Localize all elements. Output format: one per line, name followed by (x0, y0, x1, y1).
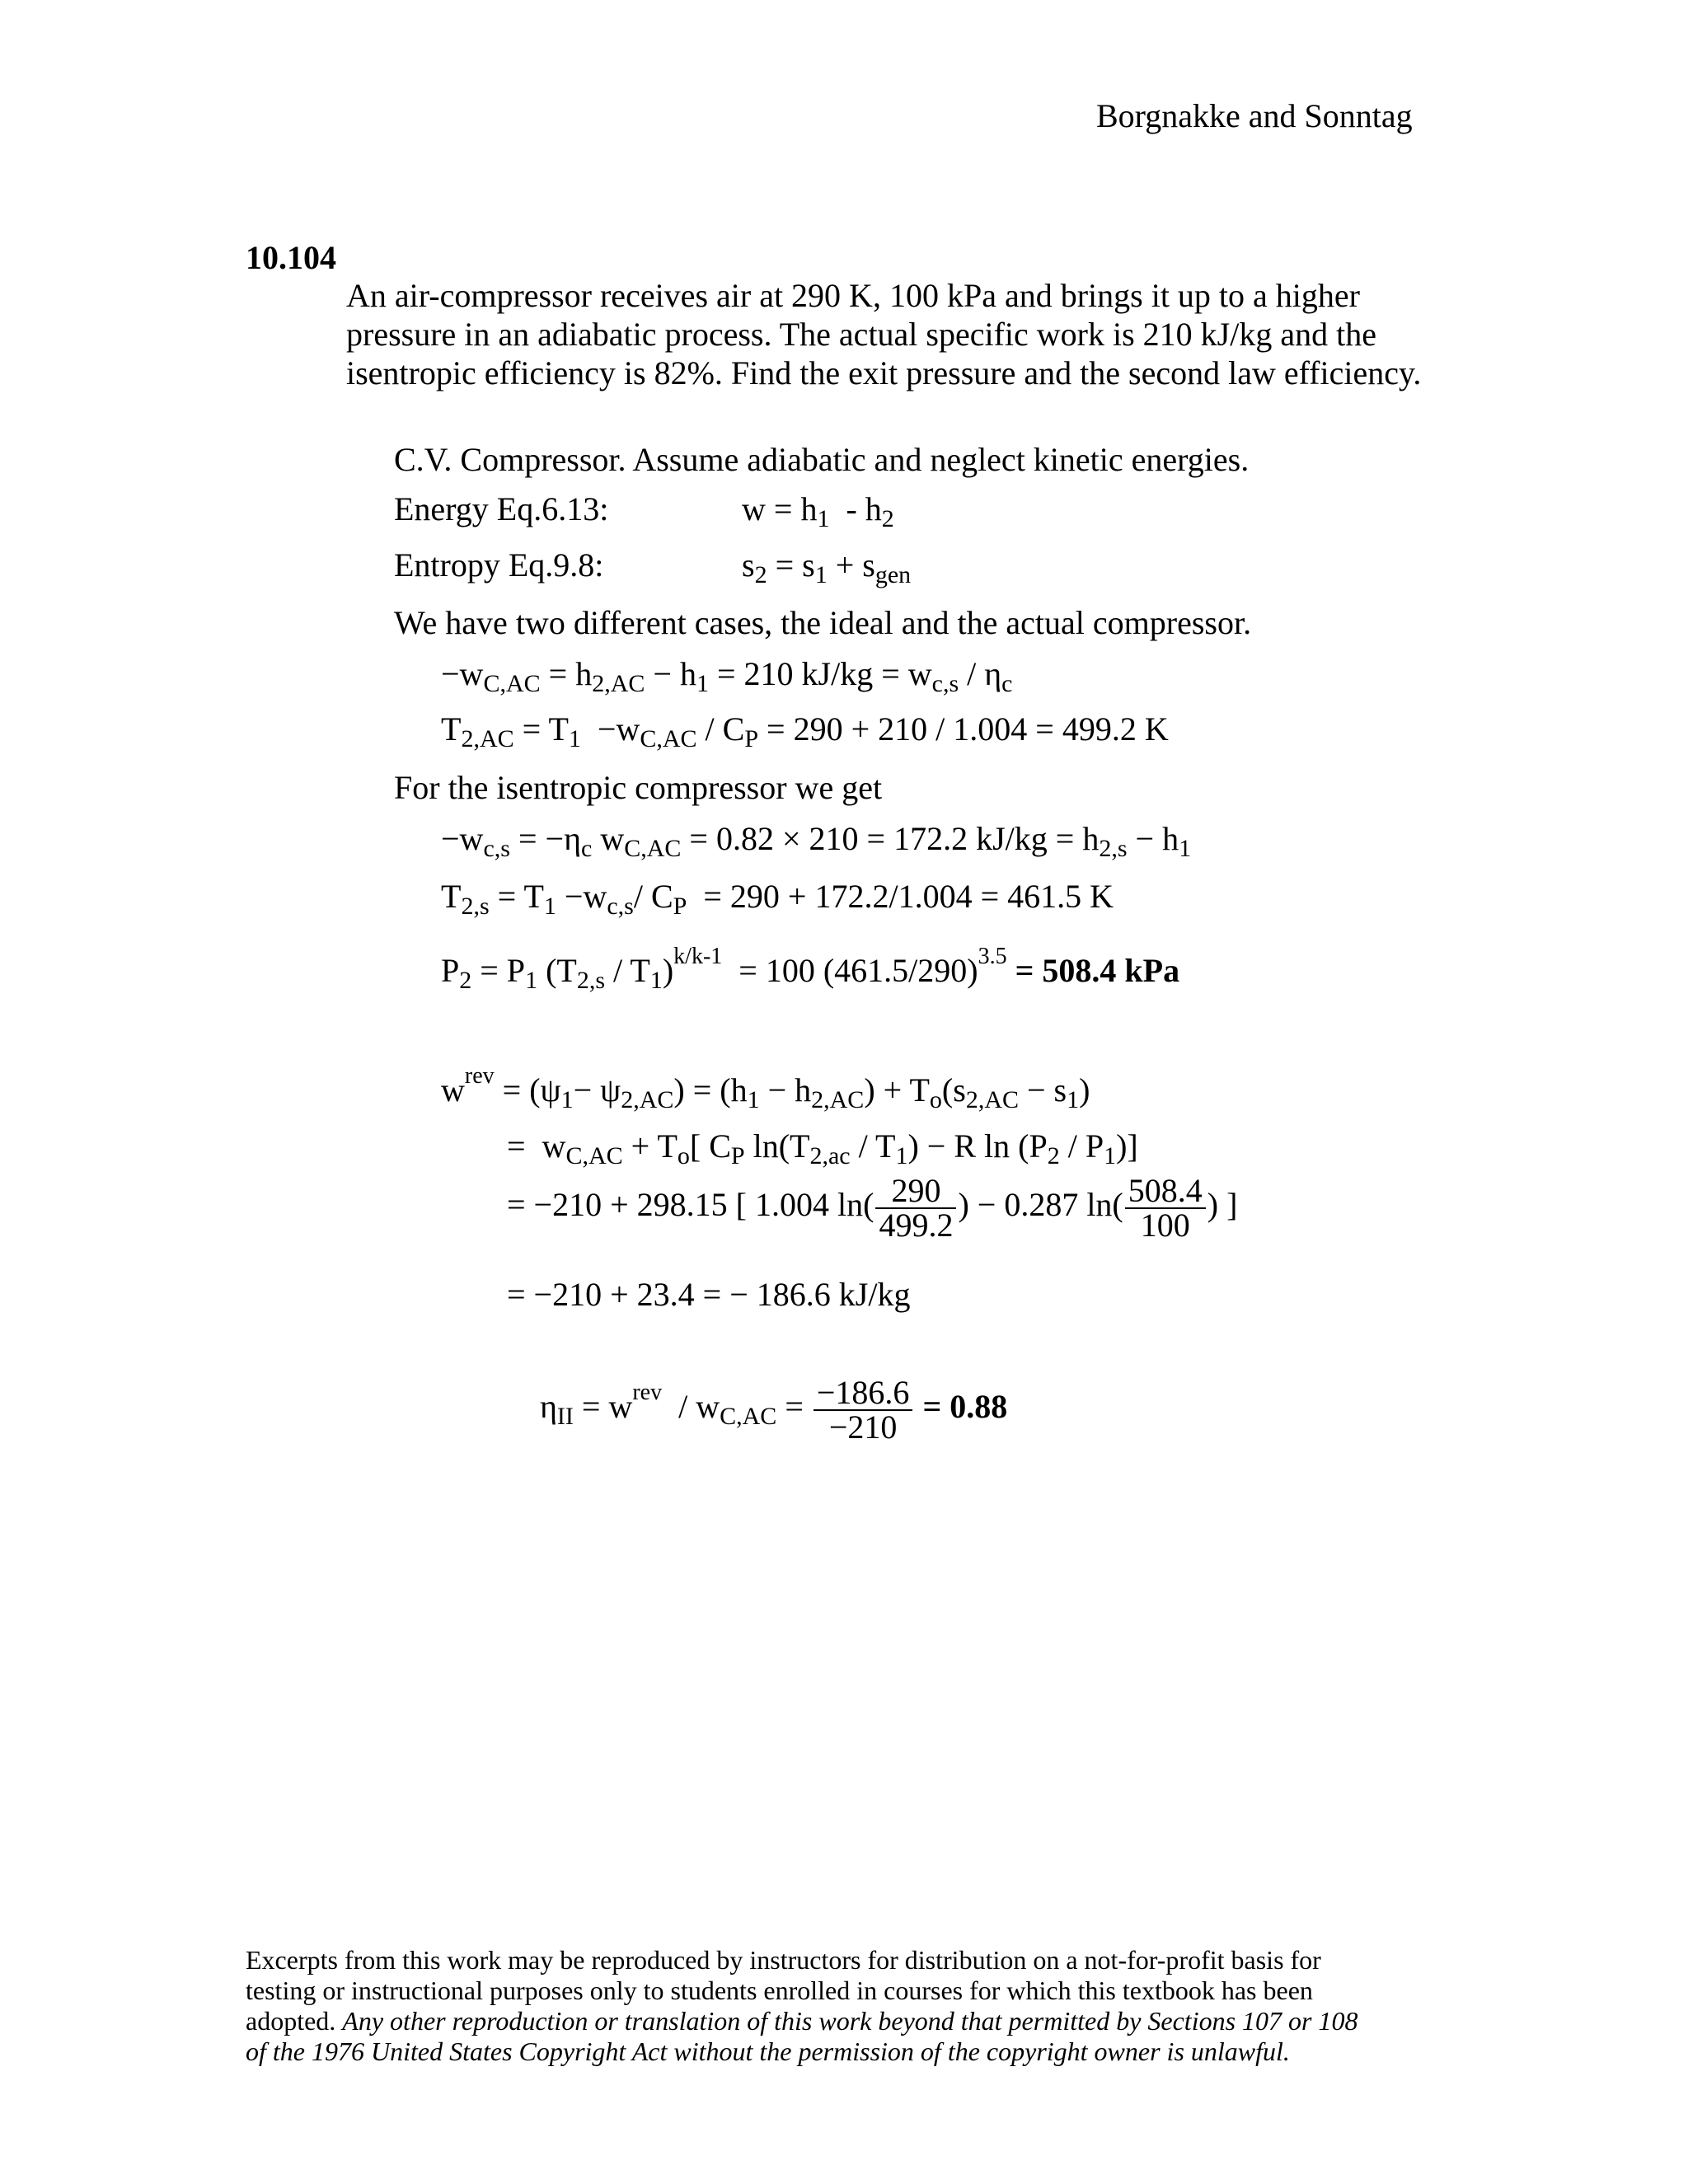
isentropic-temperature-eq: $T_{2,s} = T_1 -w_{c,s}/$ $C_P = 290 + 172.2/1.004 = 461.5$ K (441, 878, 1114, 920)
footer-line-2: testing or instructional purposes only to students enrolled in courses for which this textbook has been (246, 1975, 1313, 2005)
footer-line-4 (246, 2036, 1449, 2067)
fraction-290-over-499-2: $\frac{290}{499.2}$ (875, 1174, 956, 1242)
fraction-508-4-over-100: $\frac{508.4}{100}$ (1125, 1174, 1206, 1242)
problem-statement (346, 276, 1484, 392)
exit-pressure-result: = 508.4 kPa (1015, 952, 1180, 989)
energy-eq-label: Energy Eq.6.13: (394, 490, 609, 527)
reversible-work-result: = −210 + 23.4 = − 186.6 kJ/kg (507, 1276, 911, 1313)
footer-line-1: Excerpts from this work may be reproduced by instructors for distribution on a not-for-profit basis for (246, 1945, 1321, 1975)
second-law-efficiency-eq: $\eta_{II} = w^{rev} / w_{C,AC}$ = $\frac{-186.6}{-210}$ = 0.88 (540, 1374, 1008, 1446)
problem-line: isentropic efficiency is 82%. Find the exit pressure and the second law efficiency. (346, 354, 1422, 391)
cv-statement: C.V. Compressor. Assume adiabatic and neglect kinetic energies. (394, 441, 1250, 478)
exit-pressure-eq: $P_2 = P_1$ $(T_{2,s} / T_1)^{k/k-1} = 100$ $(461.5/290)^{3.5} = 508.4$ kPa (441, 944, 1180, 994)
problem-line: pressure in an adiabatic process. The actual specific work is 210 kJ/kg and the (346, 316, 1376, 353)
entropy-eq-label: Entropy Eq.9.8: (394, 546, 604, 583)
reversible-work-eq-1: $w^{rev} = (\psi_1- \psi_{2,AC}) = (h_1 - h_{2,AC}) + T_o(s_{2,AC} - s_1)$ (441, 1063, 1090, 1113)
problem-line: An air-compressor receives air at 290 K, 100 kPa and brings it up to a higher (346, 277, 1360, 314)
reversible-work-eq-2: = $w_{C,AC} + T_o$[ $C_P$ $\ln(T_{2,ac} / T_1) - R$ $\ln (P_2 / P_1)$] (507, 1127, 1138, 1169)
entropy-eq: $s_2 = s_1 + s_{gen}$ (742, 546, 912, 588)
copyright-footer (246, 1945, 1449, 2067)
footer-line-3 (246, 2006, 1449, 2036)
problem-number: 10.104 (246, 239, 336, 276)
actual-work-eq: $-w_{C,AC} = h_{2,AC} - h_1 = 210$ $kJ/kg = w_{c,s} / \eta_c$ (441, 655, 1013, 697)
footer-line-4-italic: of the 1976 United States Copyright Act without the permission of the copyright owner is unlawful. (246, 2036, 1290, 2066)
isentropic-work-eq: $-w_{c,s} = -\eta_c$ $w_{C,AC} = 0.82 \times 210 = 172.2$ $kJ/kg = h_{2,s} - h_1$ (441, 820, 1192, 862)
actual-temperature-eq: $T_{2,AC} = T_1 -w_{C,AC} / C_P = 290 + 210 / 1.004 = 499.2$ K (441, 710, 1169, 752)
footer-line-3-italic: Any other reproduction or translation of this work beyond that permitted by Sections 107 or 108 (342, 2006, 1358, 2036)
cases-statement: We have two different cases, the ideal and the actual compressor. (394, 604, 1252, 641)
isentropic-statement: For the isentropic compressor we get (394, 769, 883, 806)
fraction-186-6-over-210: $\frac{-186.6}{-210}$ (814, 1376, 913, 1444)
page-header-authors: Borgnakke and Sonntag (1096, 97, 1413, 134)
energy-eq: $w = h_1 - h_2$ (742, 490, 894, 532)
reversible-work-eq-3: = −210 + 298.15 [ 1.004 ln( $\frac{290}{499.2}$ ) − 0.287 ln( $\frac{508.4}{100}$ ) ] (507, 1172, 1238, 1244)
footer-line-3-plain: adopted. (246, 2006, 343, 2036)
second-law-efficiency-result: = 0.88 (922, 1388, 1008, 1426)
